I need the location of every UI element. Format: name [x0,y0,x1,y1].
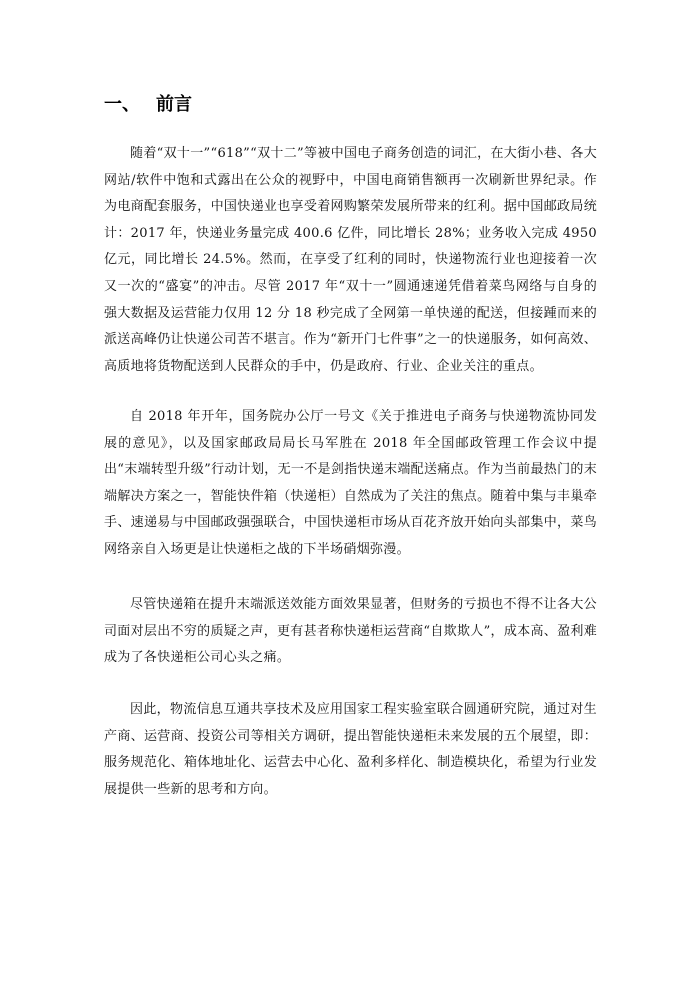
paragraph-policy: 自 2018 年开年，国务院办公厅一号文《关于推进电子商务与快递物流协同发展的意见》，以及国家邮政局局长马军胜在 2018 年全国邮政管理工作会议中提出“末端转型升级”行动计划，无一不是剑指快递末端配送痛点。作为当前最热门的末端解决方案之一，智能快件箱（快递柜）自然成为了关注的焦点。随着中集与丰巢牵手、速递易与中国邮政强强联合，中国快递柜市场从百花齐放开始向头部集中，菜鸟网络亲自入场更是让快递柜之战的下半场硝烟弥漫。 [104,409,597,557]
paragraph-losses: 尽管快递箱在提升末端派送效能方面效果显著，但财务的亏损也不得不让各大公司面对层出不穷的质疑之声，更有甚者称快递柜运营商“自欺欺人”，成本高、盈利难成为了各快递柜公司心头之痛。 [104,597,597,666]
paragraph-intro: 随着“双十一”“618”“双十二”等被中国电子商务创造的词汇，在大街小巷、各大网站/软件中饱和式露出在公众的视野中，中国电商销售额再一次刷新世界纪录。作为电商配套服务，中国快递业也享受着网购繁荣发展所带来的红利。据中国邮政局统计：2017 年，快递业务量完成 400.6 亿件，同比增长 28%；业务收入完成 4950 亿元，同比增长 24.5%。然而，在享受了红利的同时，快递物流行业也迎接着一次又一次的“盛宴”的冲击。尽管 2017 年“双十一”圆通速递凭借着菜鸟网络与自身的强大数据及运营能力仅用 12 分 18 秒完成了全网第一单快递的配送，但接踵而来的派送高峰仍让快递公司苦不堪言。作为“新开门七件事”之一的快递服务，如何高效、高质地将货物配送到人民群众的手中，仍是政府、行业、企业关注的重点。 [104,146,597,374]
section-title: 前言 [156,94,192,115]
paragraph-outlook: 因此，物流信息互通共享技术及应用国家工程实验室联合圆通研究院，通过对生产商、运营商、投资公司等相关方调研，提出智能快递柜未来发展的五个展望，即：服务规范化、箱体地址化、运营去中心化、盈利多样化、制造模块化，希望为行业发展提供一些新的思考和方向。 [104,702,597,797]
section-number: 一、 [104,94,140,115]
section-heading [104,92,192,118]
